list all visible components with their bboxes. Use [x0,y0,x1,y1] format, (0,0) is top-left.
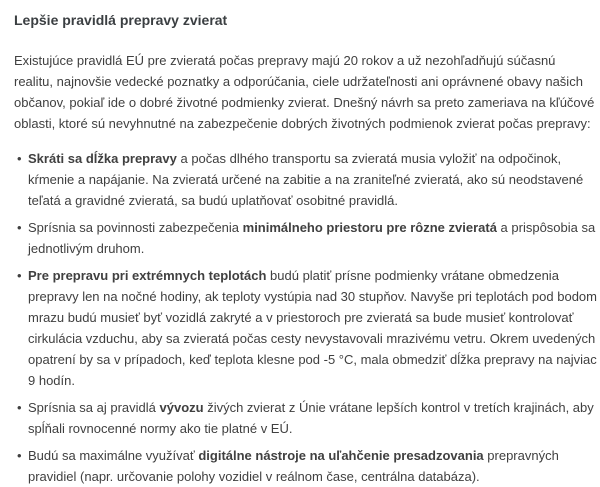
text-segment: Sprísnia sa aj pravidlá [28,400,160,415]
bold-text-segment: minimálneho priestoru pre rôzne zvieratá [242,220,497,235]
text-segment: prepravných pravidiel (napr. určovanie polohy vozidiel v reálnom čase, centrálna databáza). [28,448,559,484]
key-areas-list [14,148,598,487]
intro-paragraph: Existujúce pravidlá EÚ pre zvieratá počas prepravy majú 20 rokov a už nezohľadňujú súčasnú realitu, najnovšie vedecké poznatky a odporúčania, ciele udržateľnosti ani oprávnené obavy našich občanov, pokiaľ ide o dobré životné podmienky zvierat. Dnešný návrh sa preto zameriava na kľúčové oblasti, ktoré sú nevyhnutné na zabezpečenie dobrých životných podmienok zvierat počas prepravy: [14,53,595,131]
bold-text-segment: vývozu [159,400,204,415]
text-segment: a počas dlhého transportu sa zvieratá musia vyložiť na odpočinok, kŕmenie a napájanie. Na zvieratá určené na zabitie a na zraniteľné zvieratá, ako sú neodstavené teľatá a gravidné zvieratá, sa budú uplatňovať osobitné pravidlá. [28,151,584,208]
list-item [28,148,598,211]
text-segment: a prispôsobia sa jednotlivým druhom. [28,220,596,256]
page-title: Lepšie pravidlá prepravy zvierat [14,12,228,28]
list-item [28,397,598,439]
bold-text-segment: Pre prepravu pri extrémnych teplotách [28,268,267,283]
list-item [28,217,598,259]
bold-text-segment: Skráti sa dĺžka prepravy [28,151,177,166]
list-item [28,265,598,391]
text-segment: budú platiť prísne podmienky vrátane obmedzenia prepravy len na nočné hodiny, ak teploty vystúpia nad 30 stupňov. Navyše pri teplotách pod bodom mrazu budú musieť byť vozidlá zakryté a v priestoroch pre zvieratá sa bude musieť kontrolovať cirkulácia vzduchu, aby sa zvieratá počas cesty nevystavovali mrazivému vetru. Okrem uvedených opatrení by sa v prípadoch, keď teplota klesne pod -5 °C, mala obmedziť dĺžka prepravy na najviac 9 hodín. [28,268,597,388]
text-segment: Sprísnia sa povinnosti zabezpečenia [28,220,243,235]
text-segment: Budú sa maximálne využívať [28,448,199,463]
list-item [28,445,598,487]
bold-text-segment: digitálne nástroje na uľahčenie presadzovania [198,448,484,463]
text-segment: živých zvierat z Únie vrátane lepších kontrol v tretích krajinách, aby spĺňali rovnocenné normy ako tie platné v EÚ. [28,400,594,436]
